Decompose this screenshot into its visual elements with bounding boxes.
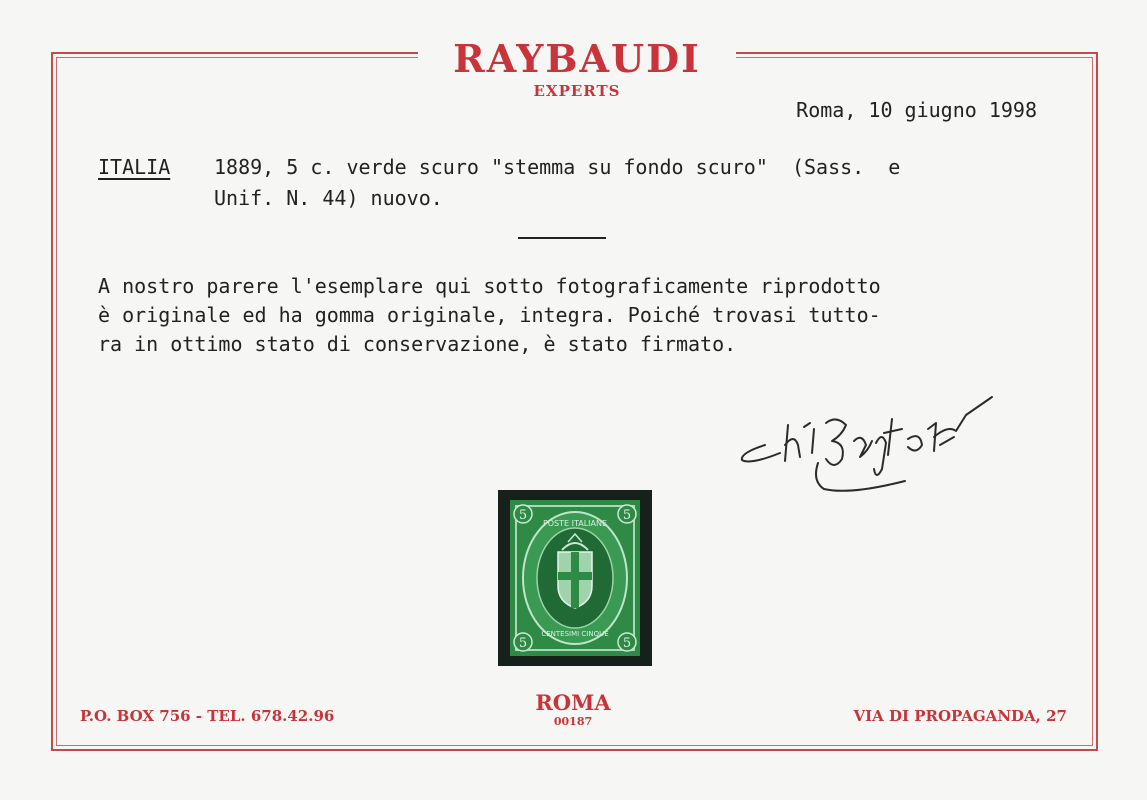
section-divider [518,237,606,239]
stamp-photo [498,490,652,666]
opinion-line-2: è originale ed ha gomma originale, integra. Poiché trovasi tutto- [98,303,881,327]
stamp-value-text: CENTESIMI CINQUE [541,630,609,638]
stamp-denomination-bl: 5 [518,636,528,651]
opinion-line-3: ra in ottimo stato di conservazione, è stato firmato. [98,332,737,356]
stamp-country-text: POSTE ITALIANE [542,519,608,528]
dateline: Roma, 10 giugno 1998 [796,98,1037,122]
stamp-denomination-br: 5 [622,636,632,651]
expert-opinion [98,272,881,359]
brand-subtitle: EXPERTS [533,82,621,100]
stamp-denomination-tr: 5 [622,508,632,523]
stamp-description-line-1: 1889, 5 c. verde scuro "stemma su fondo scuro" (Sass. e [214,155,901,179]
expert-signature [730,385,1020,500]
stamp-denomination-tl: 5 [518,508,528,523]
footer-address: P.O. BOX 756 - TEL. 678.42.96 [80,707,335,725]
footer-street: VIA DI PROPAGANDA, 27 [853,707,1067,725]
country-label: ITALIA [98,155,171,179]
opinion-line-1: A nostro parere l'esemplare qui sotto fotograficamente riprodotto [98,274,881,298]
footer-postal-code: 00187 [553,715,593,728]
footer-city: ROMA [535,690,611,715]
stamp-description-line-2: Unif. N. 44) nuovo. [214,186,443,210]
brand-title: RAYBAUDI [453,36,701,81]
